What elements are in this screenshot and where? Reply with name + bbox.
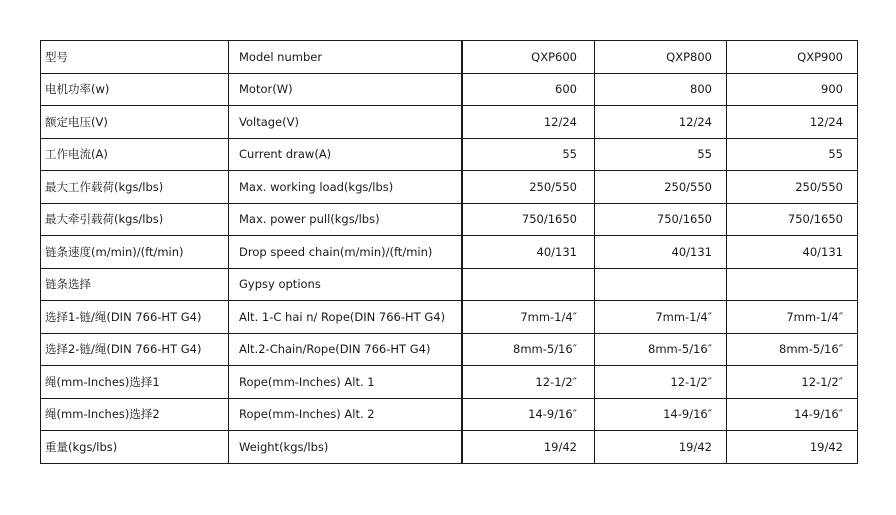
qxp600-value-cell: 12/24 <box>462 106 595 139</box>
qxp800-value-cell: 8mm-5/16″ <box>595 333 727 366</box>
qxp600-value-cell: 600 <box>462 73 595 106</box>
qxp900-value-cell: 12/24 <box>727 106 858 139</box>
chinese-label-cell: 链条选择 <box>41 268 229 301</box>
qxp900-value-cell: 14-9/16″ <box>727 398 858 431</box>
english-label-cell: Rope(mm-Inches) Alt. 1 <box>229 366 462 399</box>
table-row <box>41 41 858 74</box>
table-row <box>41 171 858 204</box>
english-label-cell: Weight(kgs/lbs) <box>229 431 462 464</box>
chinese-label-cell: 重量(kgs/lbs) <box>41 431 229 464</box>
spec-table <box>40 40 858 464</box>
qxp600-value-cell: 40/131 <box>462 236 595 269</box>
qxp900-value-cell: 19/42 <box>727 431 858 464</box>
qxp800-value-cell <box>595 268 727 301</box>
table-row <box>41 203 858 236</box>
english-label-cell: Rope(mm-Inches) Alt. 2 <box>229 398 462 431</box>
qxp600-value-cell: 8mm-5/16″ <box>462 333 595 366</box>
chinese-label-cell: 绳(mm-Inches)选择1 <box>41 366 229 399</box>
qxp600-value-cell <box>462 268 595 301</box>
qxp600-value-cell: 19/42 <box>462 431 595 464</box>
chinese-label-cell: 选择2-链/绳(DIN 766-HT G4) <box>41 333 229 366</box>
table-row <box>41 73 858 106</box>
table-row <box>41 333 858 366</box>
qxp600-value-cell: 7mm-1/4″ <box>462 301 595 334</box>
qxp600-value-cell: 12-1/2″ <box>462 366 595 399</box>
qxp800-value-cell: 7mm-1/4″ <box>595 301 727 334</box>
english-label-cell: Max. working load(kgs/lbs) <box>229 171 462 204</box>
qxp900-value-cell: 40/131 <box>727 236 858 269</box>
qxp900-value-cell: 55 <box>727 138 858 171</box>
english-label-cell: Voltage(V) <box>229 106 462 139</box>
table-row <box>41 236 858 269</box>
table-row <box>41 138 858 171</box>
qxp600-value-cell: 750/1650 <box>462 203 595 236</box>
qxp900-value-cell: 750/1650 <box>727 203 858 236</box>
chinese-label-cell: 最大工作载荷(kgs/lbs) <box>41 171 229 204</box>
english-label-cell: Alt. 1-C hai n/ Rope(DIN 766-HT G4) <box>229 301 462 334</box>
qxp600-value-cell: QXP600 <box>462 41 595 74</box>
qxp900-value-cell <box>727 268 858 301</box>
qxp800-value-cell: 750/1650 <box>595 203 727 236</box>
qxp800-value-cell: 12/24 <box>595 106 727 139</box>
spec-table-body <box>41 41 858 464</box>
table-row <box>41 366 858 399</box>
qxp800-value-cell: 800 <box>595 73 727 106</box>
qxp900-value-cell: 250/550 <box>727 171 858 204</box>
table-row <box>41 106 858 139</box>
qxp900-value-cell: QXP900 <box>727 41 858 74</box>
chinese-label-cell: 工作电流(A) <box>41 138 229 171</box>
qxp600-value-cell: 55 <box>462 138 595 171</box>
english-label-cell: Model number <box>229 41 462 74</box>
qxp800-value-cell: 19/42 <box>595 431 727 464</box>
qxp800-value-cell: QXP800 <box>595 41 727 74</box>
qxp600-value-cell: 250/550 <box>462 171 595 204</box>
qxp600-value-cell: 14-9/16″ <box>462 398 595 431</box>
table-row <box>41 268 858 301</box>
english-label-cell: Current draw(A) <box>229 138 462 171</box>
chinese-label-cell: 链条速度(m/min)/(ft/min) <box>41 236 229 269</box>
qxp900-value-cell: 7mm-1/4″ <box>727 301 858 334</box>
chinese-label-cell: 型号 <box>41 41 229 74</box>
chinese-label-cell: 最大牵引载荷(kgs/lbs) <box>41 203 229 236</box>
english-label-cell: Alt.2-Chain/Rope(DIN 766-HT G4) <box>229 333 462 366</box>
english-label-cell: Max. power pull(kgs/lbs) <box>229 203 462 236</box>
chinese-label-cell: 电机功率(w) <box>41 73 229 106</box>
qxp800-value-cell: 250/550 <box>595 171 727 204</box>
qxp900-value-cell: 900 <box>727 73 858 106</box>
qxp800-value-cell: 14-9/16″ <box>595 398 727 431</box>
qxp800-value-cell: 12-1/2″ <box>595 366 727 399</box>
qxp800-value-cell: 55 <box>595 138 727 171</box>
table-row <box>41 431 858 464</box>
chinese-label-cell: 选择1-链/绳(DIN 766-HT G4) <box>41 301 229 334</box>
table-row <box>41 398 858 431</box>
english-label-cell: Motor(W) <box>229 73 462 106</box>
qxp800-value-cell: 40/131 <box>595 236 727 269</box>
english-label-cell: Drop speed chain(m/min)/(ft/min) <box>229 236 462 269</box>
table-row <box>41 301 858 334</box>
qxp900-value-cell: 8mm-5/16″ <box>727 333 858 366</box>
chinese-label-cell: 额定电压(V) <box>41 106 229 139</box>
qxp900-value-cell: 12-1/2″ <box>727 366 858 399</box>
english-label-cell: Gypsy options <box>229 268 462 301</box>
chinese-label-cell: 绳(mm-Inches)选择2 <box>41 398 229 431</box>
